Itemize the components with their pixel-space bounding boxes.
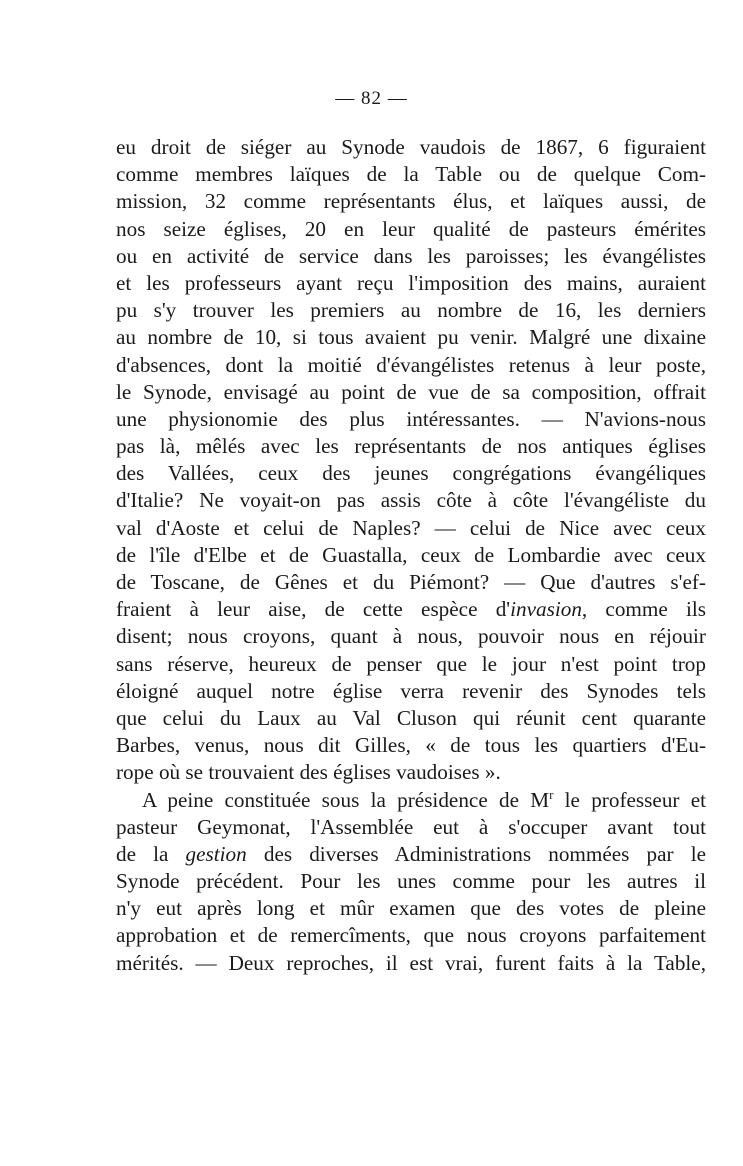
text-line: approbation et de remercîments, que nous croyons parfaitement [116, 923, 706, 948]
italic-word: invasion [510, 597, 582, 622]
text-line: disent; nous croyons, quant à nous, pouvoir nous en réjouir [116, 624, 706, 649]
body-text [116, 134, 706, 977]
paragraph-2 [116, 787, 706, 977]
text-line-with-italic [116, 596, 706, 623]
text-segment: , comme ils [581, 597, 706, 622]
text-segment: de la [116, 841, 186, 866]
text-line: que celui du Laux au Val Cluson qui réunit cent quarante [116, 705, 706, 730]
text-line: comme membres laïques de la Table ou de quelque Com- [116, 162, 706, 187]
text-line: mérités. — Deux reproches, il est vrai, furent faits à la Table, [116, 950, 706, 975]
text-line: et les professeurs ayant reçu l'imposition des mains, auraient [116, 270, 706, 295]
text-line-with-italic [116, 841, 706, 868]
text-line: eu droit de siéger au Synode vaudois de 1867, 6 figuraient [116, 135, 706, 159]
text-line: pasteur Geymonat, l'Assemblée eut à s'occuper avant tout [116, 814, 706, 839]
text-line: pu s'y trouver les premiers au nombre de 16, les derniers [116, 298, 706, 323]
page-number: — 82 — [335, 88, 408, 109]
text-line: Barbes, venus, nous dit Gilles, « de tous les quartiers d'Eu- [116, 733, 706, 758]
text-line: mission, 32 comme représentants élus, et laïques aussi, de [116, 189, 706, 214]
text-line: des Vallées, ceux des jeunes congrégations évangéliques [116, 461, 706, 486]
text-line: pas là, mêlés avec les représentants de nos antiques églises [116, 434, 706, 459]
paragraph-1 [116, 134, 706, 787]
text-line-with-superscript [116, 787, 706, 814]
text-line: val d'Aoste et celui de Naples? — celui de Nice avec ceux [116, 515, 706, 540]
text-line: éloigné auquel notre église verra revenir des Synodes tels [116, 678, 706, 703]
text-line: nos seize églises, 20 en leur qualité de pasteurs émérites [116, 216, 706, 241]
text-line: une physionomie des plus intéressantes. — N'avions-nous [116, 406, 706, 431]
text-line: le Synode, envisagé au point de vue de sa composition, offrait [116, 379, 706, 404]
text-line: de Toscane, de Gênes et du Piémont? — Que d'autres s'ef- [116, 570, 706, 594]
text-line: de l'île d'Elbe et de Guastalla, ceux de Lombardie avec ceux [116, 542, 706, 567]
text-line: d'absences, dont la moitié d'évangélistes retenus à leur poste, [116, 352, 706, 377]
italic-word: gestion [185, 841, 247, 866]
text-segment: le professeur et [553, 787, 707, 812]
text-line: sans réserve, heureux de penser que le jour n'est point trop [116, 651, 706, 676]
text-segment: des diverses Administrations nommées par le [246, 841, 706, 866]
text-line: ou en activité de service dans les paroisses; les évangélistes [116, 243, 706, 268]
text-line: d'Italie? Ne voyait-on pas assis côte à côte l'évangéliste du [116, 488, 706, 513]
text-segment: fraient à leur aise, de cette espèce d' [116, 597, 511, 622]
text-segment: A peine constituée sous la présidence de M [142, 787, 550, 812]
text-line: n'y eut après long et mûr examen que des votes de pleine [116, 896, 706, 921]
text-line: Synode précédent. Pour les unes comme pour les autres il [116, 869, 706, 894]
text-line: au nombre de 10, si tous avaient pu venir. Malgré une dixaine [116, 325, 706, 350]
superscript: r [549, 786, 554, 802]
text-line: rope où se trouvaient des églises vaudoises ». [116, 760, 501, 785]
